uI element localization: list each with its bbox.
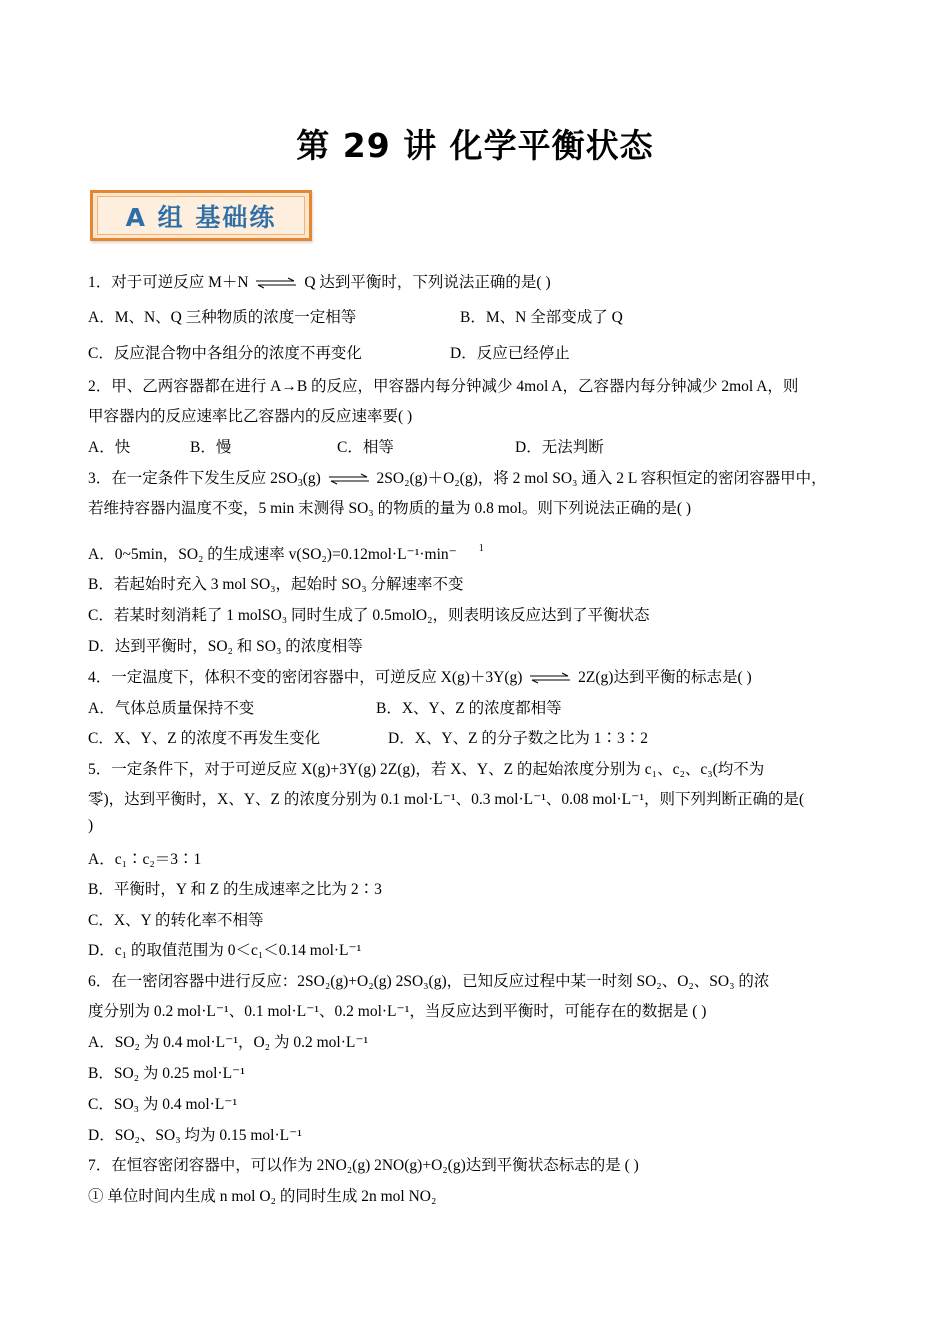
q3-option-d: D．达到平衡时，SO₂ 和 SO₃ 的浓度相等	[88, 638, 363, 655]
q3-option-a	[88, 542, 484, 564]
q6-option-c: C．SO₃ 为 0.4 mol·L⁻¹	[88, 1096, 238, 1113]
q2-option-a: A．快	[88, 439, 131, 456]
question-6-line-1: 6．在一密闭容器中进行反应：2SO₂(g)+O₂(g) 2SO₃(g)，已知反应过程中某一时刻 SO₂、O₂、SO₃ 的浓	[88, 973, 770, 990]
question-3-stem-end: 2SO₂(g)＋O₂(g)，将 2 mol SO₃ 通入 2 L 容积恒定的密闭容器甲中，	[376, 470, 827, 487]
question-3-stem-mid: (g)	[302, 470, 321, 487]
q5-option-a: A．c₁∶c₂＝3∶1	[88, 851, 202, 868]
section-banner	[90, 190, 312, 241]
q1-option-b: B．M、N 全部变成了 Q	[460, 309, 623, 326]
q2-option-b: B．慢	[190, 439, 232, 456]
question-5-line-2: 零)，达到平衡时，X、Y、Z 的浓度分别为 0.1 mol·L⁻¹、0.3 mol·L⁻¹、0.08 mol·L⁻¹，则下列判断正确的是(	[88, 791, 805, 808]
q4-option-c: C．X、Y、Z 的浓度不再发生变化	[88, 730, 321, 747]
question-1-stem-start: 1．对于可逆反应 M＋N	[88, 274, 249, 291]
question-4-stem-end: 2Z(g)达到平衡的标志是( )	[578, 669, 752, 686]
question-3-stem-start: 3．在一定条件下发生反应 2SO	[88, 470, 298, 487]
q6-option-d: D．SO₂、SO₃ 均为 0.15 mol·L⁻¹	[88, 1127, 302, 1144]
section-banner-label: A 组 基础练	[97, 196, 305, 235]
q5-option-d: D．c₁ 的取值范围为 0＜c₁＜0.14 mol·L⁻¹	[88, 942, 362, 959]
q6-option-a: A．SO₂ 为 0.4 mol·L⁻¹，O₂ 为 0.2 mol·L⁻¹	[88, 1034, 369, 1051]
page-title: 第 29 讲 化学平衡状态	[296, 126, 654, 165]
question-6-line-2: 度分别为 0.2 mol·L⁻¹、0.1 mol·L⁻¹、0.2 mol·L⁻¹，当反应达到平衡时，可能存在的数据是 ( )	[88, 1003, 707, 1020]
q1-option-a: A．M、N、Q 三种物质的浓度一定相等	[88, 309, 357, 326]
question-4-stem-start: 4．一定温度下，体积不变的密闭容器中，可逆反应 X(g)＋3Y(g)	[88, 669, 523, 686]
question-2-line-2: 甲容器内的反应速率比乙容器内的反应速率要( )	[88, 408, 413, 425]
q3-option-b: B．若起始时充入 3 mol SO₃，起始时 SO₃ 分解速率不变	[88, 576, 464, 593]
question-3-line-2: 若维持容器内温度不变，5 min 末测得 SO₃ 的物质的量为 0.8 mol。则下列说法正确的是( )	[88, 500, 692, 517]
q6-option-b: B．SO₂ 为 0.25 mol·L⁻¹	[88, 1065, 245, 1082]
equilibrium-arrow-icon	[254, 277, 298, 289]
equilibrium-arrow-icon	[528, 672, 572, 684]
q4-option-b: B．X、Y、Z 的浓度都相等	[376, 700, 562, 717]
question-3-line-1: 3．在一定条件下发生反应 $2SO_3(g)$ 2SO₂(g)＋O₂(g)，将 2 mol SO₃ 通入 2 L 容积恒定的密闭容器甲中，	[88, 470, 827, 489]
q2-option-d: D．无法判断	[515, 439, 604, 456]
q4-option-d: D．X、Y、Z 的分子数之比为 1∶3∶2	[388, 730, 649, 747]
q3-option-c: C．若某时刻消耗了 1 molSO₃ 同时生成了 0.5molO₂，则表明该反应达到了平衡状态	[88, 607, 650, 624]
q3-option-a-text: A．0~5min，SO₂ 的生成速率 v(SO₂)=0.12mol·L⁻¹·min⁻	[88, 546, 457, 563]
q1-option-d: D．反应已经停止	[450, 345, 570, 362]
question-2-line-1: 2．甲、乙两容器都在进行 A→B 的反应，甲容器内每分钟减少 4mol A，乙容器内每分钟减少 2mol A，则	[88, 378, 799, 395]
q1-option-c: C．反应混合物中各组分的浓度不再变化	[88, 345, 362, 362]
q2-option-c: C．相等	[337, 439, 394, 456]
question-7-line-1: 7．在恒容密闭容器中，可以作为 2NO₂(g) 2NO(g)+O₂(g)达到平衡状态标志的是 ( )	[88, 1157, 639, 1174]
q4-option-a: A．气体总质量保持不变	[88, 700, 255, 717]
question-7-item-1: ① 单位时间内生成 n mol O₂ 的同时生成 2n mol NO₂	[88, 1188, 437, 1205]
question-5-line-3: )	[88, 817, 94, 834]
question-4	[88, 665, 752, 687]
question-1	[88, 270, 551, 292]
q5-option-c: C．X、Y 的转化率不相等	[88, 912, 264, 929]
q5-option-b: B．平衡时，Y 和 Z 的生成速率之比为 2∶3	[88, 881, 382, 898]
question-5-line-1: 5．一定条件下，对于可逆反应 X(g)+3Y(g) 2Z(g)，若 X、Y、Z 的起始浓度分别为 c₁、c₂、c₃(均不为	[88, 761, 765, 778]
equilibrium-arrow-icon	[327, 473, 371, 485]
q3-option-a-exponent-tail: 1	[478, 543, 484, 554]
question-1-stem-end: Q 达到平衡时，下列说法正确的是( )	[304, 274, 551, 291]
